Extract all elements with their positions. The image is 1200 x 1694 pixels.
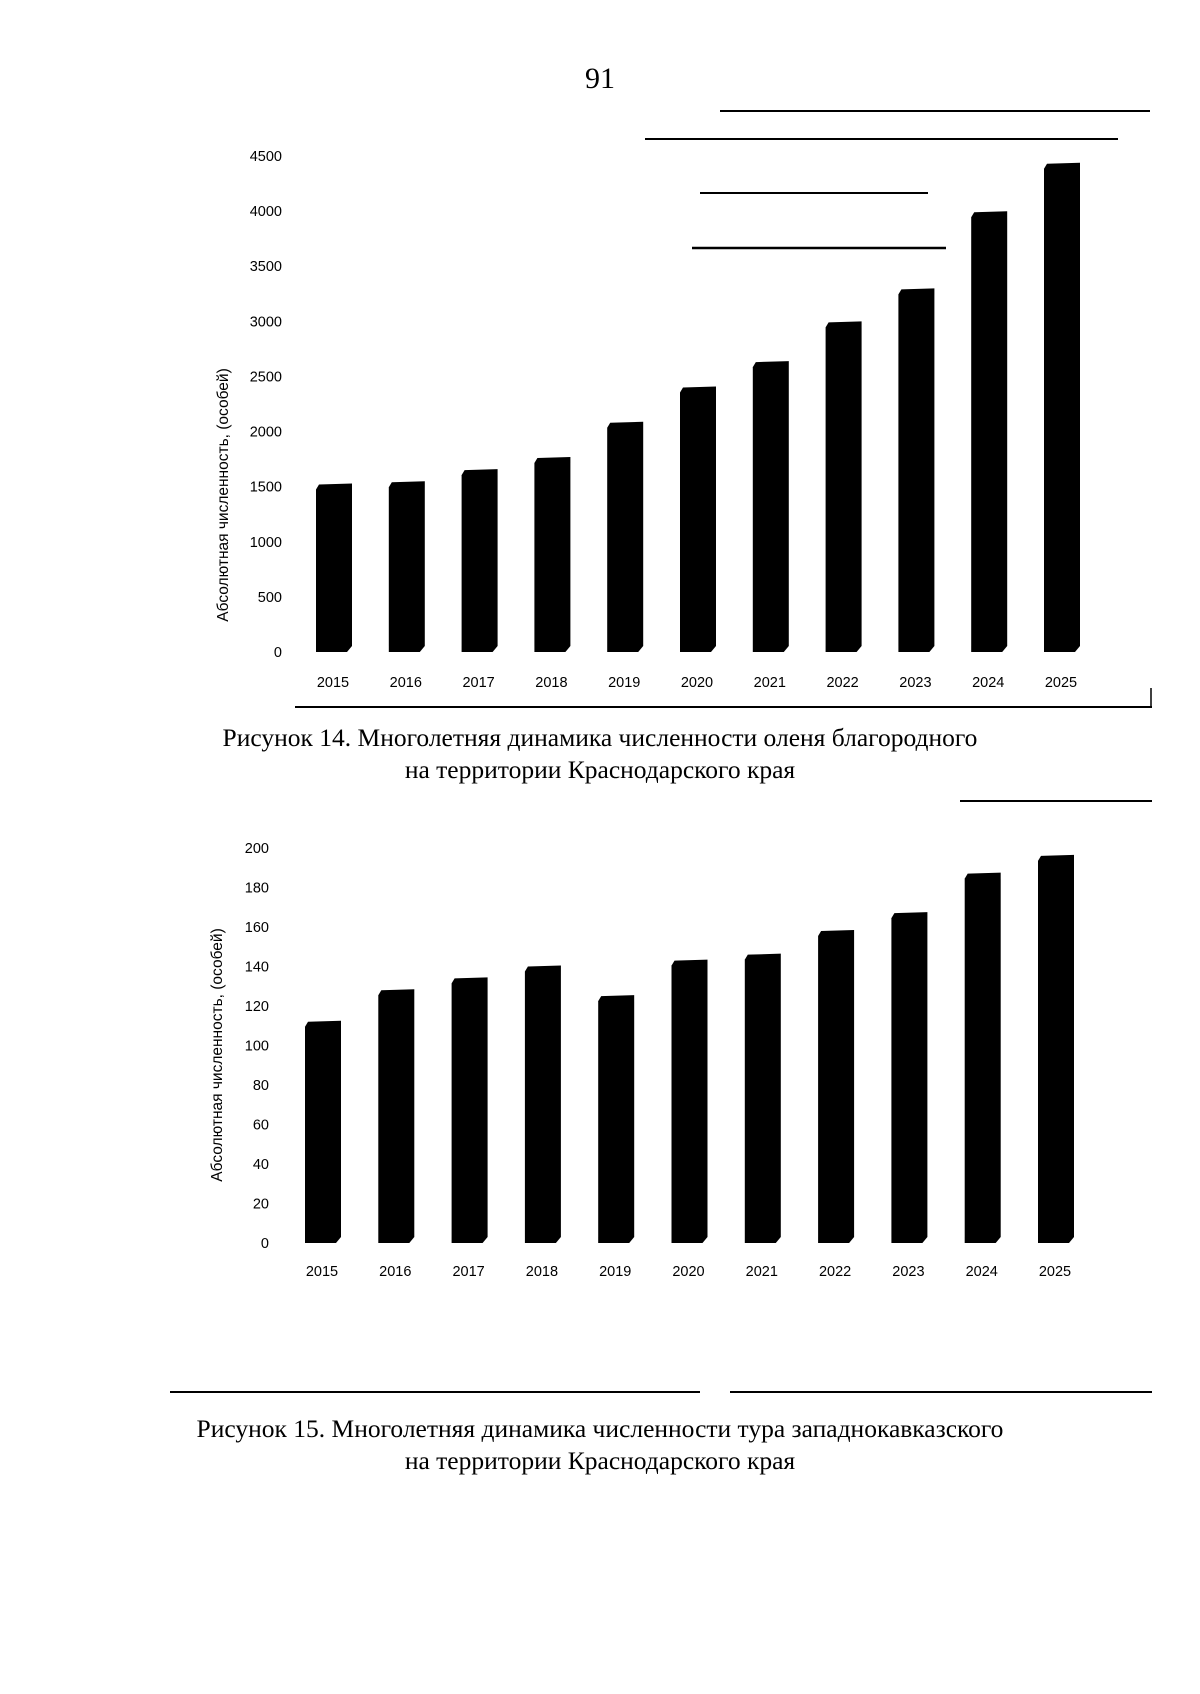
x-tick-label: 2019 — [599, 1264, 632, 1280]
x-tick-label: 2020 — [680, 675, 714, 691]
bar-2022 — [826, 321, 862, 652]
figure-15-caption — [0, 1413, 1200, 1477]
y-tick-label: 100 — [244, 1038, 269, 1055]
bar-2022 — [818, 930, 854, 1243]
x-tick-label: 2018 — [525, 1264, 559, 1280]
bar-2019 — [607, 422, 643, 652]
y-tick-label: 180 — [244, 880, 269, 897]
bar-2021 — [745, 954, 781, 1243]
y-tick-label: 2500 — [249, 369, 282, 386]
y-tick-label: 140 — [244, 959, 269, 976]
bar-2017 — [462, 469, 498, 652]
y-tick-label: 4500 — [249, 149, 282, 165]
x-tick-label: 2025 — [1044, 675, 1078, 691]
bar-2025 — [1038, 855, 1074, 1243]
y-tick-label: 40 — [252, 1157, 269, 1173]
bar-2020 — [680, 386, 716, 652]
bar-2021 — [753, 361, 789, 652]
bar-2019 — [598, 995, 634, 1243]
bar-2015 — [316, 483, 352, 652]
y-tick-label: 4000 — [249, 204, 282, 221]
x-tick-label: 2022 — [826, 675, 859, 691]
red-deer-population-chart — [0, 90, 1200, 730]
bar-2023 — [891, 912, 927, 1243]
y-tick-label: 3500 — [249, 259, 282, 276]
caption-line: Рисунок 14. Многолетняя динамика численности оленя благородного — [222, 723, 978, 752]
bar-2016 — [378, 989, 414, 1243]
y-axis-title: Абсолютная численность, (особей) — [215, 368, 232, 622]
bar-2017 — [452, 977, 488, 1243]
x-tick-label: 2019 — [608, 675, 641, 691]
caption-line: на территории Краснодарского края — [404, 1446, 796, 1475]
x-tick-label: 2017 — [452, 1264, 485, 1280]
bar-2025 — [1044, 163, 1080, 652]
y-tick-label: 1000 — [249, 534, 282, 551]
bar-2020 — [672, 960, 708, 1243]
x-tick-label: 2024 — [972, 675, 1005, 691]
y-tick-label: 120 — [244, 999, 269, 1015]
x-tick-label: 2021 — [753, 675, 786, 691]
x-tick-label: 2023 — [899, 675, 932, 691]
bar-2018 — [534, 457, 570, 652]
x-tick-label: 2020 — [672, 1264, 705, 1280]
y-tick-label: 20 — [252, 1196, 269, 1213]
y-tick-label: 160 — [244, 920, 269, 936]
y-axis-title: Абсолютная численность, (особей) — [209, 928, 226, 1182]
y-tick-label: 200 — [244, 841, 269, 857]
y-tick-label: 500 — [257, 589, 282, 606]
page-number: 91 — [585, 62, 615, 95]
caucasian-tur-population-chart — [0, 790, 1200, 1410]
bar-2018 — [525, 966, 561, 1244]
x-tick-label: 2024 — [965, 1264, 998, 1280]
x-tick-label: 2017 — [462, 675, 495, 691]
x-tick-label: 2016 — [389, 675, 422, 691]
bar-2023 — [898, 288, 934, 652]
bar-2016 — [389, 481, 425, 652]
y-tick-label: 60 — [252, 1117, 269, 1134]
x-tick-label: 2015 — [316, 675, 350, 691]
x-tick-label: 2022 — [818, 1264, 852, 1280]
caption-line: Рисунок 15. Многолетняя динамика численности тура западнокавказского — [196, 1414, 1004, 1443]
y-tick-label: 1500 — [249, 479, 282, 496]
x-tick-label: 2016 — [379, 1264, 412, 1280]
x-tick-label: 2021 — [745, 1264, 778, 1280]
x-tick-label: 2023 — [892, 1264, 925, 1280]
y-tick-label: 0 — [273, 645, 282, 661]
bar-2015 — [305, 1021, 341, 1243]
x-tick-label: 2018 — [535, 675, 568, 691]
bar-2024 — [965, 873, 1001, 1243]
y-tick-label: 0 — [260, 1236, 269, 1252]
x-tick-label: 2025 — [1038, 1264, 1072, 1280]
bar-2024 — [971, 211, 1007, 652]
x-tick-label: 2015 — [305, 1264, 339, 1280]
y-tick-label: 3000 — [249, 314, 282, 331]
figure-14-caption — [0, 722, 1200, 786]
y-tick-label: 2000 — [249, 424, 282, 441]
y-tick-label: 80 — [252, 1078, 269, 1094]
caption-line: на территории Краснодарского края — [404, 755, 796, 784]
